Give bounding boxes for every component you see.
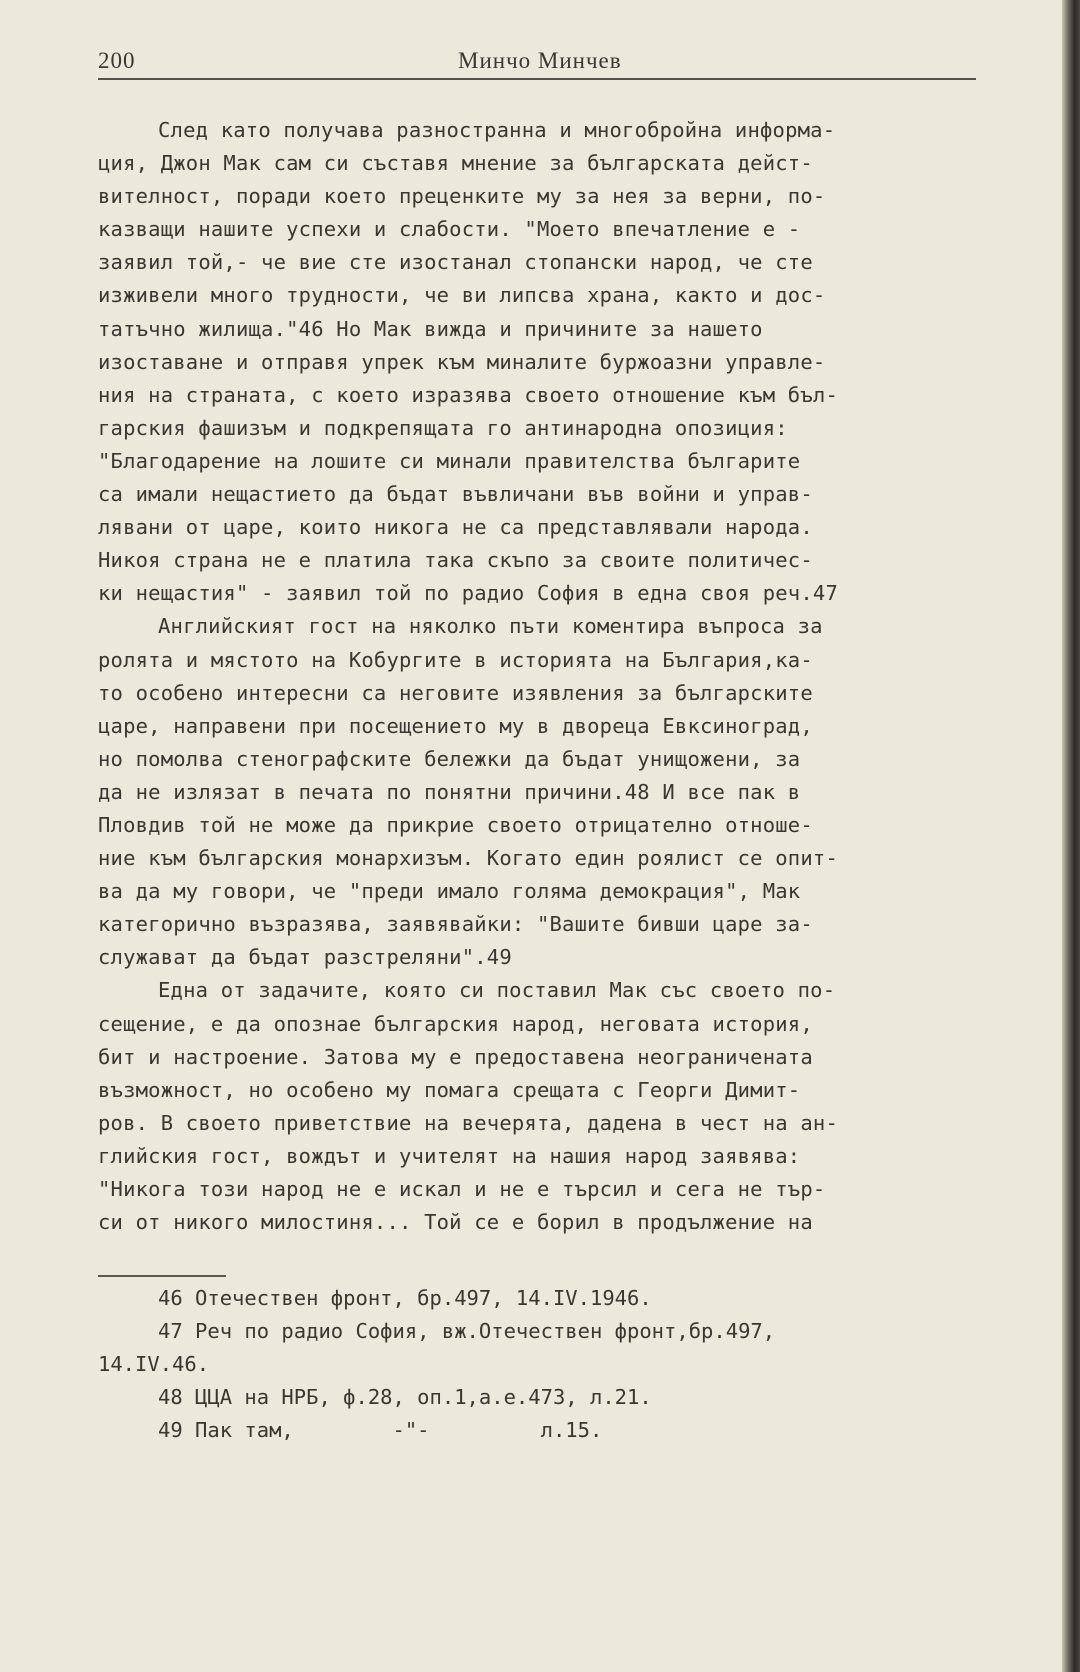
text-line: Английският гост на няколко пъти коментира въпроса за	[158, 614, 823, 639]
body-text	[98, 114, 978, 1239]
footnote: 47 Реч по радио София, вж.Отечествен фронт,бр.497,	[158, 1319, 776, 1343]
text-line: то особено интересни са неговите изявления за българските	[98, 680, 813, 705]
text-line: ния на страната, с което изразява своето отношение към бъл-	[98, 382, 838, 407]
text-line: си от никого милостиня... Той се е борил в продължение на	[98, 1210, 813, 1235]
footnote: 48 ЦЦА на НРБ, ф.28, оп.1,а.е.473, л.21.	[158, 1385, 652, 1409]
footnotes	[98, 1282, 978, 1447]
text-line: царе, направени при посещението му в двореца Евксиноград,	[98, 713, 813, 738]
text-line: бит и настроение. Затова му е предоставена неограничената	[98, 1044, 813, 1069]
text-line: "Благодарение на лошите си минали правителства българите	[98, 448, 801, 473]
text-line: ки нещастия" - заявил той по радио София в една своя реч.47	[98, 581, 838, 606]
text-line: глийския гост, вождът и учителят на нашия народ заявява:	[98, 1143, 801, 1168]
text-line: ров. В своето приветствие на вечерята, дадена в чест на ан-	[98, 1110, 838, 1135]
text-line: вителност, поради което преценките му за нея за верни, по-	[98, 184, 826, 209]
text-line: изживели много трудности, че ви липсва храна, както и дос-	[98, 283, 826, 308]
text-line: татъчно жилища."46 Но Мак вижда и причините за нашето	[98, 316, 763, 341]
text-line: ние към българския монархизъм. Когато един роялист се опит-	[98, 846, 838, 871]
text-line: казващи нашите успехи и слабости. "Моето впечатление е -	[98, 217, 801, 242]
footnote: 49 Пак там, -"- л.15.	[158, 1418, 603, 1442]
text-line: ролята и мястото на Кобургите в историята на България,ка-	[98, 647, 813, 672]
footnote: 46 Отечествен фронт, бр.497, 14.IV.1946.	[158, 1286, 652, 1310]
text-line: изоставане и отправя упрек към миналите буржоазни управле-	[98, 349, 826, 374]
text-line: сещение, е да опознае българския народ, неговата история,	[98, 1011, 813, 1036]
text-line: категорично възразява, заявявайки: "Вашите бивши царе за-	[98, 912, 813, 937]
text-line: но помолва стенографските бележки да бъдат унищожени, за	[98, 746, 801, 771]
text-line: са имали нещастието да бъдат въвличани във войни и управ-	[98, 482, 813, 507]
footnote-separator	[98, 1275, 226, 1277]
running-head-author: Минчо Минчев	[458, 48, 622, 73]
text-line: След като получава разностранна и многобройна информа-	[158, 118, 836, 142]
footnote: 14.IV.46.	[98, 1352, 210, 1376]
text-line: Никоя страна не е платила така скъпо за своите политичес-	[98, 548, 813, 573]
text-line: служават да бъдат разстреляни".49	[98, 945, 512, 970]
text-line: Една от задачите, която си поставил Мак със своето по-	[158, 978, 836, 1003]
text-line: Пловдив той не може да прикрие своето отрицателно отноше-	[98, 812, 813, 837]
text-line: лявани от царе, които никога не са представлявали народа.	[98, 515, 813, 540]
text-line: ва да му говори, че "преди имало голяма демокрация", Мак	[98, 879, 801, 904]
text-line: "Никога този народ не е искал и не е търсил и сега не тър-	[98, 1177, 826, 1201]
text-line: възможност, но особено му помага срещата с Георги Димит-	[98, 1077, 801, 1102]
page-number: 200	[98, 48, 136, 73]
text-line: ция, Джон Мак сам си съставя мнение за българската дейст-	[98, 151, 813, 176]
text-line: да не излязат в печата по понятни причини.48 И все пак в	[98, 779, 801, 804]
text-line: гарския фашизъм и подкрепящата го антинародна опозиция:	[98, 415, 788, 440]
running-head	[98, 48, 976, 80]
book-spine-shadow	[1062, 0, 1080, 1672]
text-line: заявил той,- че вие сте изостанал стопански народ, че сте	[98, 250, 813, 275]
